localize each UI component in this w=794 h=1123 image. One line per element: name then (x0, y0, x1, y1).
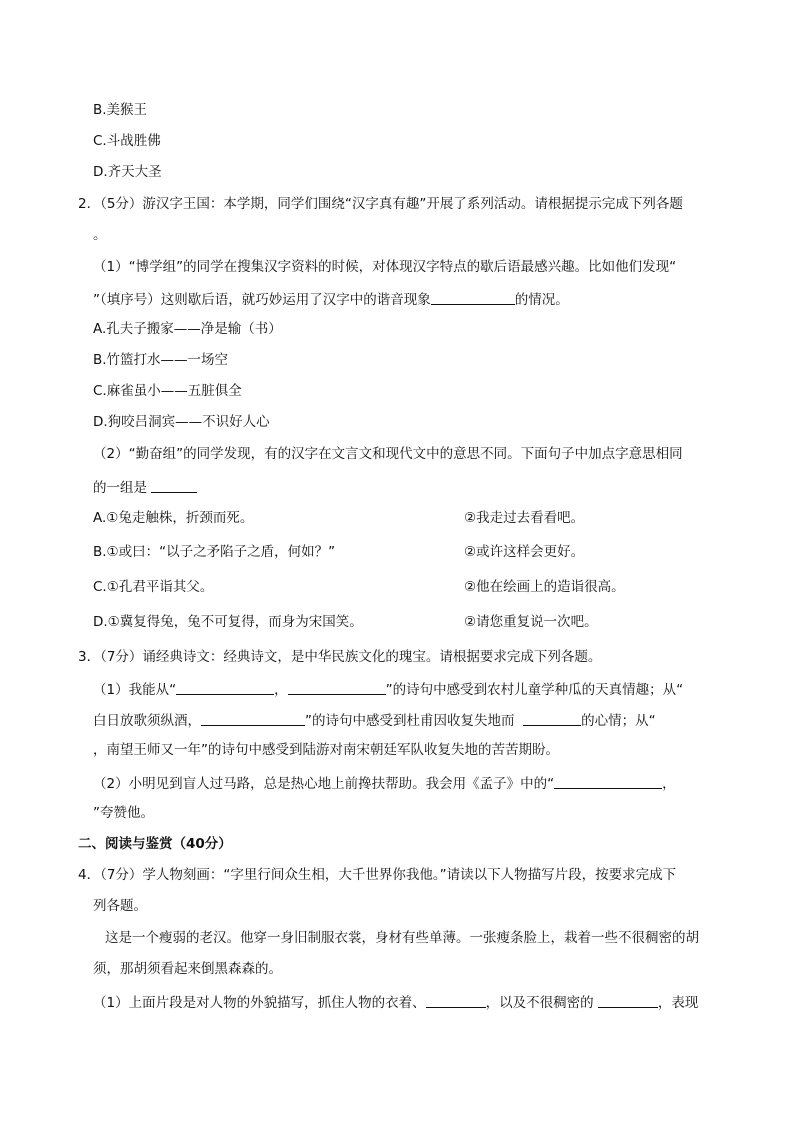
q4-part1-text-a: （1）上面片段是对人物的外貌描写，抓住人物的衣着、 (93, 995, 426, 1011)
q3-blank-4[interactable] (523, 713, 581, 726)
q1-option-c: C.斗战胜佛 (93, 133, 161, 149)
q2-pair-c-2: ②他在绘画上的造诣很高。 (464, 579, 625, 595)
q2-stem-end: 。 (93, 227, 107, 243)
q2-part1-text-end: 的情况。 (514, 292, 569, 308)
q3-part2-line1 (93, 776, 676, 792)
q2-pair-a-2: ②我走过去看看吧。 (464, 510, 585, 526)
q3-part1-text-a: （1）我能从“ (93, 682, 177, 698)
q3-part1-line1 (93, 682, 683, 698)
q4-part1-line1 (93, 995, 698, 1011)
q3-part1-text-d: ”的诗句中感受到杜甫因收复失地而 (305, 713, 515, 729)
q3-blank-2[interactable] (288, 682, 386, 695)
q2-part1-line2 (93, 292, 569, 308)
q3-part1-line2 (93, 713, 656, 729)
q2-pair-b-1: B.①或曰：“以子之矛陷子之盾，何如？” (93, 544, 336, 560)
q2-pair-a-1: A.①兔走触株，折颈而死。 (93, 510, 254, 526)
q3-part2-line2: ”夸赞他。 (93, 805, 154, 821)
q2-pair-c-1: C.①孔君平诣其父。 (93, 579, 214, 595)
section-heading: 二、阅读与鉴赏（40分） (78, 836, 232, 852)
q2-part1-text: ”（填序号）这则歇后语，就巧妙运用了汉字中的谐音现象 (93, 292, 431, 308)
q4-stem: 4．（7分）学人物刻画：“字里行间众生相，大千世界你我他。”请读以下人物描写片段，按要求完成下 (78, 867, 677, 883)
q3-blank-1[interactable] (176, 682, 274, 695)
q1-option-d: D.齐天大圣 (93, 164, 162, 180)
q2-part2-line2 (93, 480, 197, 496)
q4-blank-1[interactable] (426, 995, 486, 1008)
q4-passage-line2: 须，那胡须看起来倒黑森森的。 (93, 961, 282, 977)
q3-part1-line3: ，南望王师又一年”的诗句中感受到陆游对南宋朝廷军队收复失地的苦苦期盼。 (93, 742, 559, 758)
q3-part1-text-e: 的心情；从“ (581, 713, 656, 729)
q2-option-c: C.麻雀虽小——五脏俱全 (93, 383, 242, 399)
q4-blank-2[interactable] (598, 995, 658, 1008)
q3-blank-5[interactable] (554, 776, 662, 789)
q4-part1-text-b: ，以及不很稠密的 (485, 995, 594, 1011)
q2-stem: 2．（5分）游汉字王国：本学期，同学们围绕“汉字真有趣”开展了系列活动。请根据提示完成下列各题 (78, 196, 683, 212)
q2-pair-d-1: D.①冀复得兔，兔不可复得，而身为宋国笑。 (93, 614, 363, 630)
q4-passage-line1: 这是一个瘦弱的老汉。他穿一身旧制服衣裳，身材有些单薄。一张瘦条脸上，栽着一些不很稠密的胡 (105, 930, 699, 946)
q2-pair-b-2: ②或许这样会更好。 (464, 544, 585, 560)
q3-part1-text-c: 白日放歌须纵酒， (93, 713, 201, 729)
q4-part1-text-c: ，表现 (657, 995, 699, 1011)
q4-stem-end: 列各题。 (93, 898, 147, 914)
q3-part2-text-a: （2）小明见到盲人过马路，总是热心地上前搀扶帮助。我会用《孟子》中的“ (93, 776, 555, 792)
q2-part2-text: 的一组是 (93, 480, 147, 496)
q2-part1-line1: （1）“博学组”的同学在搜集汉字资料的时候，对体现汉字特点的歇后语最感兴趣。比如他们发现“ (93, 259, 677, 275)
q3-part1-text-b: ”的诗句中感受到农村儿童学种瓜的天真情趣；从“ (385, 682, 684, 698)
q3-blank-3[interactable] (201, 713, 305, 726)
q2-option-a: A.孔夫子搬家——净是输（书） (93, 321, 282, 337)
q2-pair-d-2: ②请您重复说一次吧。 (464, 614, 598, 630)
q1-option-b: B.美猴王 (93, 102, 148, 118)
q3-stem: 3．（7分）诵经典诗文：经典诗文，是中华民族文化的瑰宝。请根据要求完成下列各题。 (78, 649, 602, 665)
q2-part2-line1: （2）“勤奋组”的同学发现，有的汉字在文言文和现代文中的意思不同。下面句子中加点字意思相同 (93, 446, 683, 462)
q2-option-d: D.狗咬吕洞宾——不识好人心 (93, 414, 270, 430)
q2-option-b: B.竹篮打水——一场空 (93, 352, 229, 368)
q3-part2-comma: ， (662, 776, 676, 792)
q3-part1-comma: ， (274, 682, 288, 698)
q2-part1-blank[interactable] (431, 292, 515, 305)
q2-part2-blank[interactable] (151, 480, 197, 493)
